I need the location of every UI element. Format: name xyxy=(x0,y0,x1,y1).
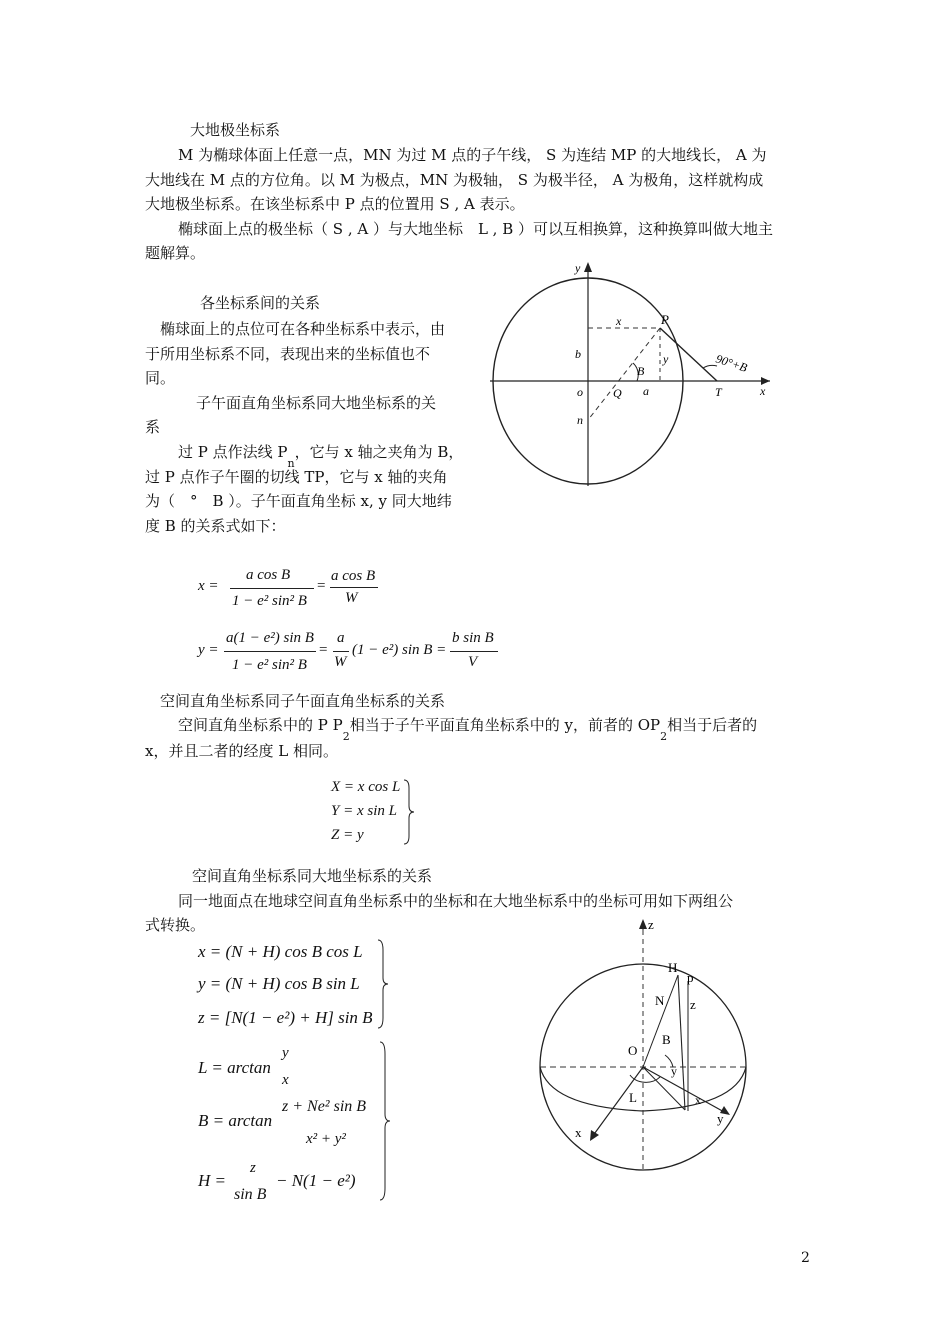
formula-y-geodetic: y = (N + H) cos B sin L xyxy=(198,974,360,993)
fig2-p-label: p xyxy=(687,970,694,985)
radius-to-foot xyxy=(643,1067,685,1110)
formula-Z: Z = y xyxy=(331,827,364,843)
formula-y-denominator2: W xyxy=(334,654,347,670)
fraction-bar xyxy=(450,651,498,652)
formula-H-rhs: − N(1 − e²) xyxy=(276,1171,356,1190)
fig2-x2-label: x xyxy=(695,1093,701,1107)
formula-Y: Y = x sin L xyxy=(331,803,397,819)
fig2-z-top: z xyxy=(648,917,654,932)
fig1-P-label: P xyxy=(661,312,669,327)
fig1-ylabel: y xyxy=(663,352,669,366)
formula-H-numerator: z xyxy=(250,1160,256,1176)
right-brace xyxy=(402,778,416,846)
formula-L-numerator: y xyxy=(282,1045,289,1061)
paragraph-line: 为（ ° B ）。子午面直角坐标 x, y 同大地纬 xyxy=(145,492,452,510)
formula-x-denominator2: W xyxy=(345,590,358,606)
fraction-bar xyxy=(333,651,349,652)
paragraph-line: 空间直角坐标系中的 P $P_2$相当于子午平面直角坐标系中的 y，前者的 $OP_2$相当于后者的 xyxy=(178,716,758,743)
paragraph-line: M 为椭球体面上任意一点，MN 为过 M 点的子午线， S 为连结 MP 的大地线长， A 为 xyxy=(178,146,767,164)
fig2-y-axis-label: y xyxy=(717,1111,724,1126)
formula-y-numerator: a(1 − e²) sin B xyxy=(226,630,314,646)
paragraph-line: 同。 xyxy=(145,369,176,387)
paragraph-line: 大地线在 M 点的方位角。以 M 为极点，MN 为极轴， S 为极半径， A 为极角，这样就构成 xyxy=(145,171,764,189)
formula-B-denominator: x² + y² xyxy=(306,1131,346,1147)
subheading-line: 系 xyxy=(145,418,161,436)
formula-X: X = x cos L xyxy=(331,779,401,795)
formula-y-denominator: 1 − e² sin² B xyxy=(232,657,307,673)
formula-z-geodetic: z = [N(1 − e²) + H] sin B xyxy=(198,1008,373,1027)
fig1-T-label: T xyxy=(715,385,722,399)
z-axis-arrow xyxy=(639,919,647,929)
right-brace xyxy=(378,1040,392,1202)
fig2-z-label: z xyxy=(690,997,696,1012)
formula-H-denominator: sin B xyxy=(234,1186,267,1203)
fig1-a-label: a xyxy=(643,384,649,398)
paragraph-line: 同一地面点在地球空间直角坐标系中的坐标和在大地坐标系中的坐标可用如下两组公 xyxy=(178,892,734,910)
formula-equals: = xyxy=(317,578,326,594)
fig1-y-label: y xyxy=(575,261,581,275)
paragraph-line: 椭球面上点的极坐标（ S , A ）与大地坐标 L , B ）可以互相换算，这种换算叫做大地主 xyxy=(178,220,774,238)
paragraph-line: 度 B 的关系式如下： xyxy=(145,517,286,535)
right-brace xyxy=(376,938,390,1030)
fig2-y-small: y xyxy=(671,1064,677,1078)
paragraph-line: 于所用坐标系不同，表现出来的坐标值也不 xyxy=(145,345,431,363)
paragraph-line: 过 P 点作法线 $P_n$，它与 x 轴之夹角为 B， xyxy=(178,443,464,470)
paragraph-line: x，并且二者的经度 L 相同。 xyxy=(145,742,338,760)
fig2-L-label: L xyxy=(629,1090,637,1105)
fig1-B-label: B xyxy=(637,364,645,378)
formula-x-numerator2: a cos B xyxy=(331,568,376,584)
section-heading-space-geodetic: 空间直角坐标系同大地坐标系的关系 xyxy=(192,867,433,885)
O-to-P xyxy=(643,975,678,1067)
paragraph-line: 题解算。 xyxy=(145,244,206,262)
formula-x-numerator: a cos B xyxy=(246,567,291,583)
fig1-xlabel: x xyxy=(616,314,622,328)
formula-L-denominator: x xyxy=(282,1072,289,1088)
y-axis-arrow xyxy=(584,262,592,272)
tangent-angle-arc xyxy=(703,365,717,368)
fig2-B-label: B xyxy=(662,1032,671,1047)
fig1-o-label: o xyxy=(577,385,583,399)
fig1-x-label: x xyxy=(760,384,766,398)
section-heading-space-meridian: 空间直角坐标系同子午面直角坐标系的关系 xyxy=(160,692,446,710)
fig1-n-label: n xyxy=(577,413,583,427)
paragraph-line: 椭球面上的点位可在各种坐标系中表示，由 xyxy=(160,320,446,338)
normal-line-dashed xyxy=(588,328,660,420)
formula-x-denominator: 1 − e² sin² B xyxy=(232,593,307,609)
formula-equals: = xyxy=(319,642,328,658)
formula-y-numerator2: a xyxy=(337,630,345,646)
formula-B-lhs: B = arctan xyxy=(198,1111,273,1130)
fig2-H-label: H xyxy=(668,960,678,975)
formula-B-numerator: z + Ne² sin B xyxy=(282,1098,367,1115)
section-heading-geodetic-polar: 大地极坐标系 xyxy=(190,121,281,139)
meridian-ellipse-figure xyxy=(485,258,775,488)
page-number: 2 xyxy=(801,1250,810,1266)
formula-y-numerator3: b sin B xyxy=(452,630,494,646)
paragraph-line: 大地极坐标系。在该坐标系中 P 点的位置用 S , A 表示。 xyxy=(145,195,525,213)
fig2-N-label: N xyxy=(655,993,665,1008)
formula-y-middle: (1 − e²) sin B = xyxy=(352,642,447,658)
fraction-bar xyxy=(230,588,314,589)
x-axis-arrow xyxy=(590,1130,599,1141)
paragraph-line: 式转换。 xyxy=(145,916,206,934)
fig1-b-label: b xyxy=(575,347,581,361)
formula-H-lhs: H = xyxy=(198,1171,226,1190)
sphere-coordinate-figure xyxy=(530,915,760,1177)
formula-x-geodetic: x = (N + H) cos B cos L xyxy=(198,942,363,961)
fig1-Q-label: Q xyxy=(613,386,622,400)
fig1-angle-label: 90°+B xyxy=(714,351,750,375)
formula-L-lhs: L = arctan xyxy=(198,1058,271,1077)
fraction-bar xyxy=(224,651,316,652)
fig2-x-axis-label: x xyxy=(575,1125,582,1140)
fig2-O-label: O xyxy=(628,1043,638,1058)
subheading-line: 子午面直角坐标系同大地坐标系的关 xyxy=(196,394,437,412)
formula-x-lhs: x = xyxy=(198,578,219,594)
tangent-line xyxy=(660,328,717,381)
formula-y-lhs: y = xyxy=(198,642,219,658)
fraction-bar xyxy=(330,587,378,588)
normal-line-N xyxy=(678,975,685,1110)
section-heading-relations: 各坐标系间的关系 xyxy=(200,294,321,312)
paragraph-line: 过 P 点作子午圈的切线 TP，它与 x 轴的夹角 xyxy=(145,468,448,486)
formula-y-denominator3: V xyxy=(468,654,478,670)
